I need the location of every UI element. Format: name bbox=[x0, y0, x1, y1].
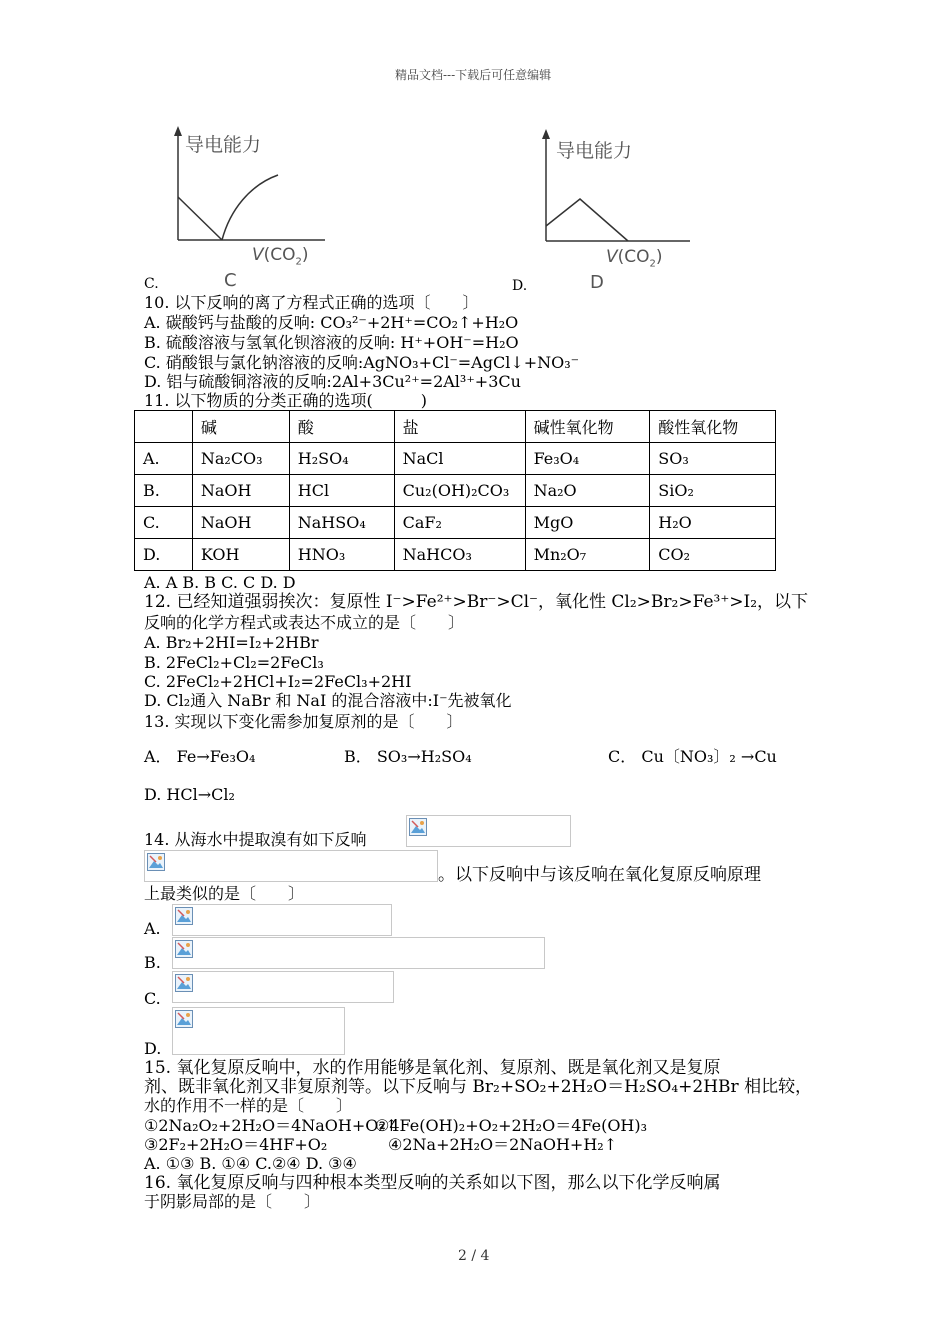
table-cell: HCl bbox=[289, 475, 394, 507]
q15-options: A. ①③ B. ①④ C.②④ D. ③④ bbox=[144, 1154, 357, 1173]
table-cell: NaCl bbox=[394, 443, 525, 475]
q16-stem-line1: 16. 氧化复原反响与四种根本类型反响的关系如以下图，那么以下化学反响属 bbox=[144, 1173, 721, 1193]
table-row bbox=[135, 443, 776, 475]
table-cell: NaHSO₄ bbox=[289, 507, 394, 539]
table-cell: CO₂ bbox=[650, 539, 776, 571]
table-cell: SiO₂ bbox=[650, 475, 776, 507]
q15-stem-line2: 剂、既非氧化剂又非复原剂等。以下反响与 Br₂+SO₂+2H₂O＝H₂SO₄+2HBr 相比较， bbox=[144, 1077, 813, 1097]
q14-equation-image-2 bbox=[144, 850, 438, 882]
table-cell: NaOH bbox=[192, 475, 289, 507]
graph-c-rising-curve bbox=[222, 175, 278, 240]
q15-equation-2: ②4Fe(OH)₂+O₂+2H₂O＝4Fe(OH)₃ bbox=[375, 1116, 648, 1135]
table-cell: H₂O bbox=[650, 507, 776, 539]
q15-stem-line3: 水的作用不一样的是〔 〕 bbox=[144, 1096, 353, 1115]
q14-equation-image bbox=[406, 815, 571, 847]
classification-table bbox=[134, 410, 776, 571]
q14-option-b-image bbox=[172, 937, 545, 969]
graph-d-option: D. bbox=[512, 278, 528, 294]
q13-option-c: C． Cu〔NO₃〕₂ →Cu bbox=[608, 747, 777, 766]
table-header-cell: 酸 bbox=[289, 411, 394, 443]
table-cell: Cu₂(OH)₂CO₃ bbox=[394, 475, 525, 507]
q11-stem: 11. 以下物质的分类正确的选项( ) bbox=[144, 391, 428, 410]
q13-option-a: A． Fe→Fe₃O₄ bbox=[144, 747, 256, 766]
q10-option-a: A. 碳酸钙与盐酸的反响: CO₃²⁻+2H⁺=CO₂↑+H₂O bbox=[144, 313, 519, 332]
q11-options: A. A B. B C. C D. D bbox=[144, 573, 296, 592]
page-number: 2 / 4 bbox=[458, 1248, 490, 1264]
q12-option-c: C. 2FeCl₂+2HCl+I₂=2FeCl₃+2HI bbox=[144, 672, 412, 691]
q14-option-a: A. bbox=[144, 919, 161, 938]
graph-d-y-label: 导电能力 bbox=[556, 140, 633, 162]
q10-option-c: C. 硝酸银与氯化钠溶液的反响:AgNO₃+Cl⁻=AgCl↓+NO₃⁻ bbox=[144, 353, 580, 372]
graph-d-line bbox=[546, 199, 628, 241]
table-row bbox=[135, 507, 776, 539]
table-header-cell: 碱性氧化物 bbox=[525, 411, 650, 443]
table-cell: H₂SO₄ bbox=[289, 443, 394, 475]
q12-option-d: D. Cl₂通入 NaBr 和 NaI 的混合溶液中:I⁻先被氧化 bbox=[144, 691, 512, 710]
q14-stem: 14. 从海水中提取溴有如下反响 bbox=[144, 830, 367, 849]
q14-option-c-image bbox=[172, 971, 394, 1003]
table-header-cell: 酸性氧化物 bbox=[650, 411, 776, 443]
q13-stem: 13. 实现以下变化需参加复原剂的是〔 〕 bbox=[144, 712, 463, 731]
q12-option-b: B. 2FeCl₂+Cl₂=2FeCl₃ bbox=[144, 653, 324, 672]
table-cell: Mn₂O₇ bbox=[525, 539, 650, 571]
table-cell: Na₂O bbox=[525, 475, 650, 507]
graph-c-falling-line bbox=[178, 197, 222, 240]
q14-stem-line3: 上最类似的是〔 〕 bbox=[144, 884, 305, 903]
table-header-cell: 盐 bbox=[394, 411, 525, 443]
q14-option-a-image bbox=[172, 904, 392, 936]
graph-d-x-label: $V(CO_2)$ bbox=[606, 247, 663, 270]
q16-stem-line2: 于阴影局部的是〔 〕 bbox=[144, 1192, 321, 1211]
graph-c-x-label: $V(CO_2)$ bbox=[252, 245, 309, 268]
table-header-row bbox=[135, 411, 776, 443]
q15-equation-4: ④2Na+2H₂O＝2NaOH+H₂↑ bbox=[388, 1135, 618, 1154]
table-row bbox=[135, 539, 776, 571]
table-cell: SO₃ bbox=[650, 443, 776, 475]
table-cell: Na₂CO₃ bbox=[192, 443, 289, 475]
broken-image-icon bbox=[175, 907, 193, 925]
table-row bbox=[135, 475, 776, 507]
broken-image-icon bbox=[175, 1010, 193, 1028]
q13-option-d: D. HCl→Cl₂ bbox=[144, 785, 235, 804]
q10-stem: 10. 以下反响的离了方程式正确的选项〔 〕 bbox=[144, 293, 479, 312]
graph-d-letter: D bbox=[590, 272, 604, 293]
q12-stem-line2: 反响的化学方程式或表达不成立的是〔 〕 bbox=[144, 613, 465, 632]
broken-image-icon bbox=[175, 974, 193, 992]
table-cell: C. bbox=[135, 507, 193, 539]
q12-option-a: A. Br₂+2HI=I₂+2HBr bbox=[144, 633, 319, 652]
table-cell: A. bbox=[135, 443, 193, 475]
table-cell: NaOH bbox=[192, 507, 289, 539]
table-cell: D. bbox=[135, 539, 193, 571]
table-header-cell: 碱 bbox=[192, 411, 289, 443]
q10-option-d: D. 铝与硫酸铜溶液的反响:2Al+3Cu²⁺=2Al³⁺+3Cu bbox=[144, 372, 521, 391]
table-cell: HNO₃ bbox=[289, 539, 394, 571]
q14-option-b: B. bbox=[144, 953, 161, 972]
table-header-cell bbox=[135, 411, 193, 443]
page-header: 精品文档---下载后可任意编辑 bbox=[395, 68, 552, 82]
broken-image-icon bbox=[409, 818, 427, 836]
q12-stem-line1: 12. 已经知道强弱挨次：复原性 I⁻>Fe²⁺>Br⁻>Cl⁻，氧化性 Cl₂>Br₂>Fe³⁺>I₂，以下 bbox=[144, 592, 809, 612]
graph-c-y-arrow bbox=[174, 126, 182, 136]
table-cell: NaHCO₃ bbox=[394, 539, 525, 571]
q14-option-d: D. bbox=[144, 1039, 162, 1058]
table-cell: KOH bbox=[192, 539, 289, 571]
q15-stem-line1: 15. 氧化复原反响中，水的作用能够是氧化剂、复原剂、既是氧化剂又是复原 bbox=[144, 1058, 721, 1078]
q15-equation-3: ③2F₂+2H₂O＝4HF+O₂ bbox=[144, 1135, 328, 1154]
graph-d-y-arrow bbox=[542, 129, 550, 139]
graph-c-option: C. bbox=[144, 276, 159, 292]
q10-option-b: B. 硫酸溶液与氢氧化钡溶液的反响: H⁺+OH⁻=H₂O bbox=[144, 333, 519, 352]
graph-c-y-label: 导电能力 bbox=[185, 134, 262, 156]
q13-option-b: B． SO₃→H₂SO₄ bbox=[344, 747, 472, 766]
q14-option-d-image bbox=[172, 1007, 345, 1055]
q14-option-c: C. bbox=[144, 989, 161, 1008]
q15-equation-1: ①2Na₂O₂+2H₂O＝4NaOH+O₂↑ bbox=[144, 1116, 399, 1135]
broken-image-icon bbox=[175, 940, 193, 958]
table-cell: MgO bbox=[525, 507, 650, 539]
q14-stem-cont: 。以下反响中与该反响在氧化复原反响原理 bbox=[438, 865, 761, 885]
graph-c-letter: C bbox=[224, 270, 237, 291]
table-cell: CaF₂ bbox=[394, 507, 525, 539]
broken-image-icon bbox=[147, 853, 165, 871]
table-cell: Fe₃O₄ bbox=[525, 443, 650, 475]
table-cell: B. bbox=[135, 475, 193, 507]
